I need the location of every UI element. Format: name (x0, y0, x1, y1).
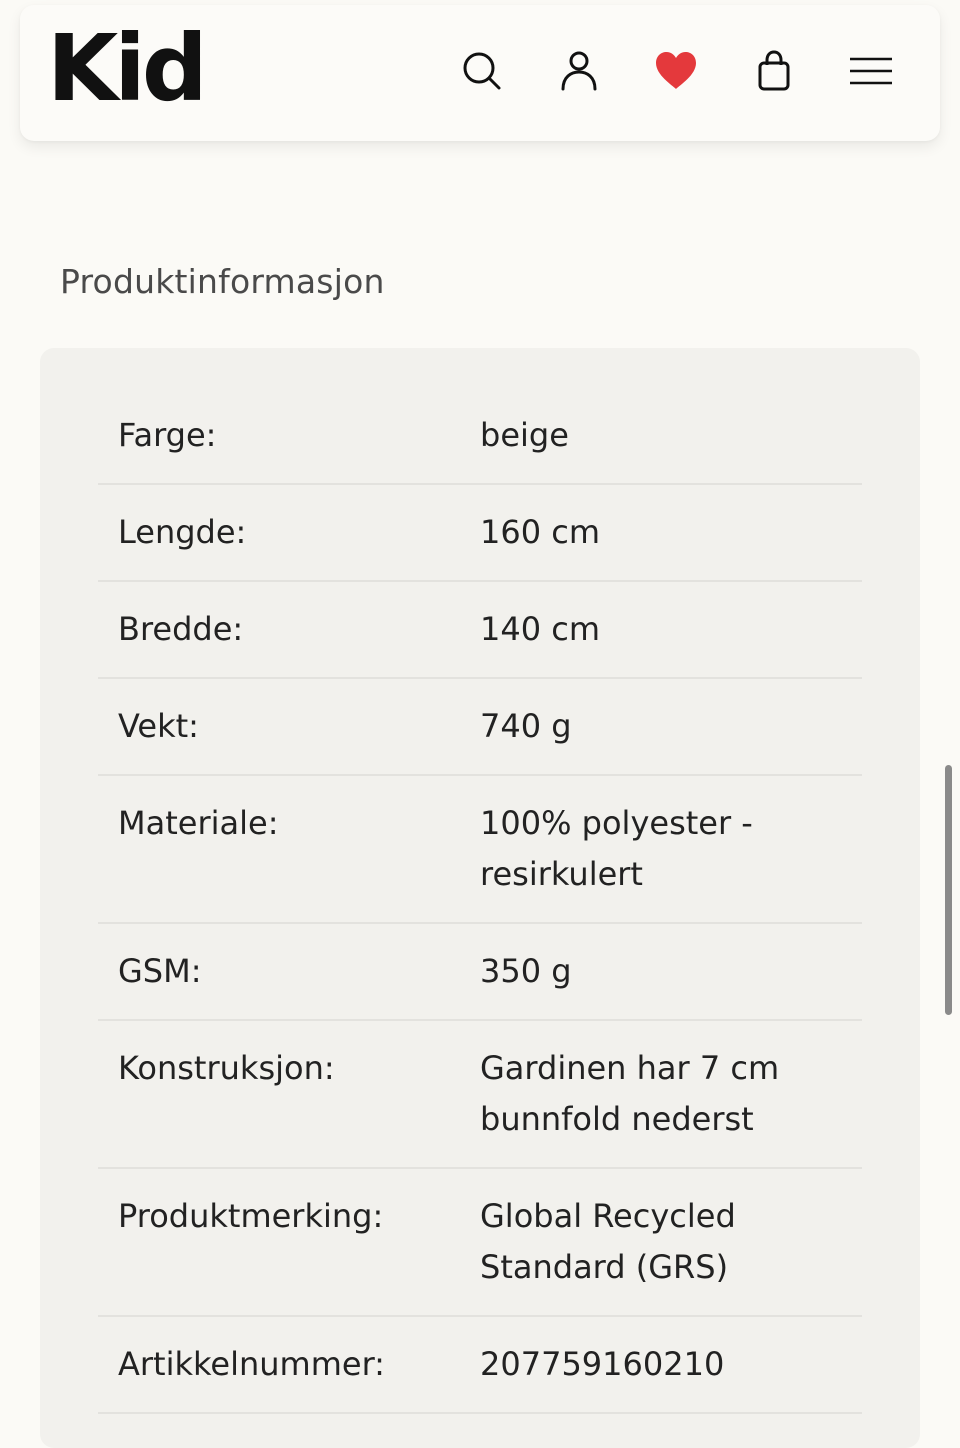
search-icon[interactable] (458, 47, 506, 95)
spec-value: 100% polyester - resirkulert (480, 804, 753, 893)
section-title: Produktinformasjon (60, 262, 385, 301)
site-header (20, 5, 940, 141)
spec-row-width (98, 582, 862, 679)
menu-icon[interactable] (847, 47, 895, 95)
account-icon[interactable] (555, 47, 603, 95)
spec-value: Gardinen har 7 cm bunnfold nederst (480, 1049, 780, 1138)
spec-row-construction (98, 1021, 862, 1169)
spec-row-weight (98, 679, 862, 776)
spec-label: Artikkelnummer: (118, 1345, 385, 1383)
spec-row-article-number (98, 1317, 862, 1414)
spec-row-material (98, 776, 862, 924)
spec-label: Bredde: (118, 610, 244, 648)
heart-icon[interactable] (652, 47, 700, 95)
spec-label: Lengde: (118, 513, 247, 551)
spec-row-color (98, 388, 862, 485)
spec-row-length (98, 485, 862, 582)
spec-value: Global Recycled Standard (GRS) (480, 1197, 736, 1286)
spec-row-product-marking (98, 1169, 862, 1317)
kid-logo[interactable]: Kid (47, 15, 204, 122)
spec-table (98, 388, 862, 1414)
spec-label: Konstruksjon: (118, 1049, 335, 1087)
spec-value: 160 cm (480, 513, 601, 551)
spec-label: Produktmerking: (118, 1197, 384, 1235)
shopping-bag-icon[interactable] (750, 47, 798, 95)
spec-value: 740 g (480, 707, 572, 745)
spec-value: beige (480, 416, 569, 454)
spec-value: 140 cm (480, 610, 601, 648)
spec-label: Materiale: (118, 804, 279, 842)
spec-value: 207759160210 (480, 1345, 725, 1383)
spec-row-gsm (98, 924, 862, 1021)
spec-label: GSM: (118, 952, 202, 990)
spec-value: 350 g (480, 952, 572, 990)
spec-label: Farge: (118, 416, 217, 454)
scrollbar[interactable] (945, 765, 952, 1015)
spec-label: Vekt: (118, 707, 199, 745)
product-info-card (40, 348, 920, 1448)
